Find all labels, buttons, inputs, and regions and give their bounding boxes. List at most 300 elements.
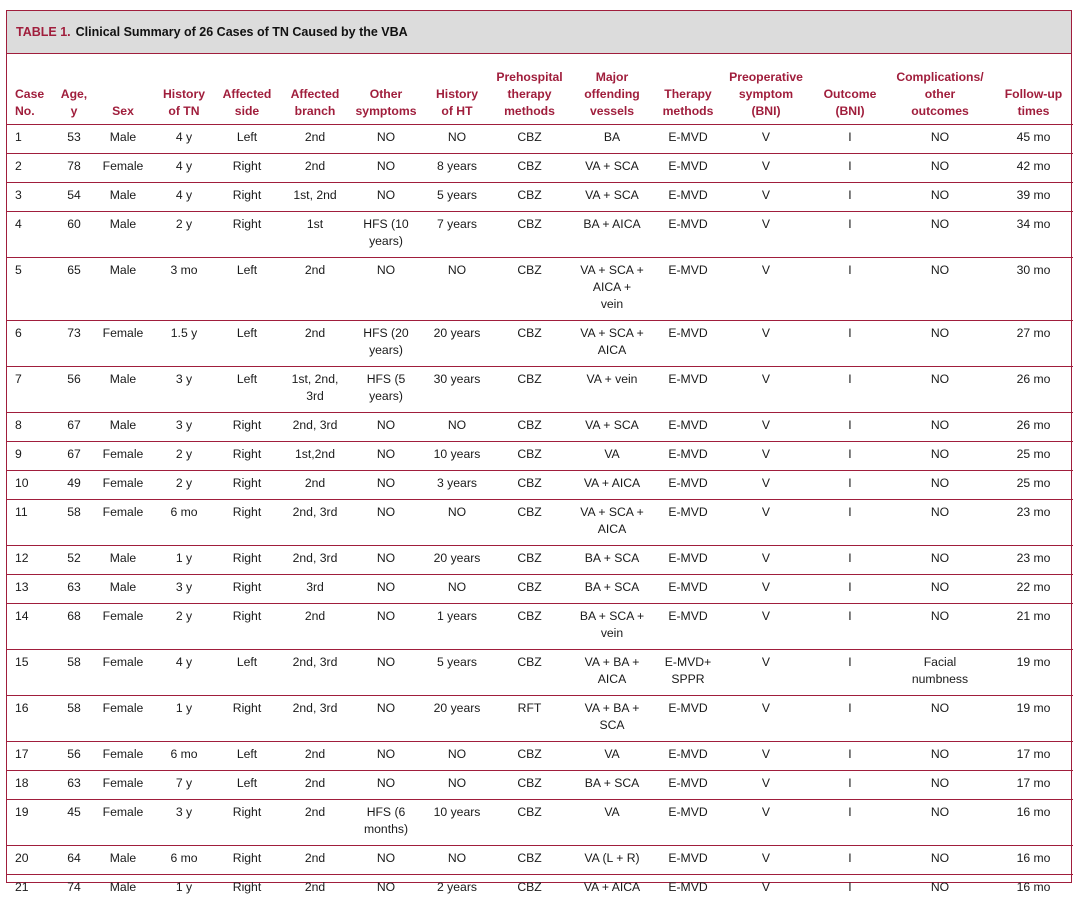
table-cell: Right — [215, 183, 279, 212]
table-cell: Left — [215, 650, 279, 696]
table-cell: 2 y — [153, 604, 215, 650]
table-cell: E-MVD — [658, 154, 718, 183]
table-cell: NO — [886, 212, 994, 258]
table-cell: V — [718, 154, 814, 183]
table-cell: 19 mo — [994, 696, 1073, 742]
table-cell: Female — [93, 500, 153, 546]
table-cell: 4 y — [153, 650, 215, 696]
table-cell: 3 y — [153, 800, 215, 846]
table-cell: V — [718, 125, 814, 154]
table-cell: I — [814, 696, 886, 742]
table-cell: 10 years — [421, 800, 493, 846]
table-cell: 6 — [7, 321, 55, 367]
table-cell: 16 mo — [994, 875, 1073, 903]
table-cell: 1 years — [421, 604, 493, 650]
table-cell: CBZ — [493, 367, 566, 413]
table-cell: 58 — [55, 500, 93, 546]
table-cell: 2nd — [279, 800, 351, 846]
table-cell: 18 — [7, 771, 55, 800]
column-header: Outcome (BNI) — [814, 54, 886, 125]
table-cell: 7 y — [153, 771, 215, 800]
table-cell: 3 years — [421, 471, 493, 500]
table-cell: E-MVD — [658, 183, 718, 212]
table-cell: 2nd — [279, 771, 351, 800]
table-cell: Left — [215, 367, 279, 413]
table-cell: V — [718, 546, 814, 575]
table-cell: V — [718, 800, 814, 846]
table-cell: 2 y — [153, 442, 215, 471]
column-header: History of TN — [153, 54, 215, 125]
table-cell: 2 years — [421, 875, 493, 903]
table-cell: 1.5 y — [153, 321, 215, 367]
table-cell: E-MVD — [658, 696, 718, 742]
table-cell: I — [814, 846, 886, 875]
table-cell: Left — [215, 321, 279, 367]
table-row — [7, 212, 1073, 258]
table-cell: E-MVD — [658, 875, 718, 903]
table-cell: 17 — [7, 742, 55, 771]
table-cell: 78 — [55, 154, 93, 183]
table-cell: VA + SCA — [566, 183, 658, 212]
table-cell: I — [814, 500, 886, 546]
table-cell: CBZ — [493, 742, 566, 771]
table-cell: 23 mo — [994, 546, 1073, 575]
clinical-summary-table — [7, 54, 1073, 903]
table-cell: Right — [215, 471, 279, 500]
table-cell: V — [718, 604, 814, 650]
table-cell: NO — [351, 154, 421, 183]
table-row — [7, 742, 1073, 771]
table-cell: 2nd — [279, 846, 351, 875]
table-cell: Female — [93, 771, 153, 800]
table-cell: 52 — [55, 546, 93, 575]
table-cell: CBZ — [493, 212, 566, 258]
table-cell: 2nd, 3rd — [279, 500, 351, 546]
table-cell: Left — [215, 125, 279, 154]
table-cell: CBZ — [493, 846, 566, 875]
table-cell: CBZ — [493, 183, 566, 212]
table-cell: CBZ — [493, 442, 566, 471]
table-cell: E-MVD — [658, 442, 718, 471]
table-cell: 2nd — [279, 471, 351, 500]
table-cell: 30 years — [421, 367, 493, 413]
table-cell: NO — [886, 471, 994, 500]
table-cell: 2nd — [279, 321, 351, 367]
table-cell: 10 — [7, 471, 55, 500]
table-cell: 20 — [7, 846, 55, 875]
table-cell: 42 mo — [994, 154, 1073, 183]
table-cell: 2nd — [279, 875, 351, 903]
table-cell: I — [814, 771, 886, 800]
table-cell: NO — [351, 546, 421, 575]
table-cell: NO — [351, 875, 421, 903]
table-cell: 39 mo — [994, 183, 1073, 212]
table-cell: Left — [215, 258, 279, 321]
table-cell: 20 years — [421, 546, 493, 575]
table-cell: NO — [886, 696, 994, 742]
table-cell: NO — [886, 742, 994, 771]
table-cell: NO — [351, 650, 421, 696]
table-cell: HFS (5 years) — [351, 367, 421, 413]
table-row — [7, 575, 1073, 604]
table-cell: NO — [351, 442, 421, 471]
table-cell: V — [718, 442, 814, 471]
table-cell: VA + SCA — [566, 413, 658, 442]
table-cell: 4 y — [153, 154, 215, 183]
table-cell: 14 — [7, 604, 55, 650]
table-cell: 26 mo — [994, 367, 1073, 413]
table-cell: 25 mo — [994, 471, 1073, 500]
table-cell: 5 — [7, 258, 55, 321]
table-cell: VA + AICA — [566, 875, 658, 903]
table-cell: 1st,2nd — [279, 442, 351, 471]
table-row — [7, 413, 1073, 442]
table-cell: V — [718, 321, 814, 367]
table-cell: 22 mo — [994, 575, 1073, 604]
table-cell: I — [814, 442, 886, 471]
table-row — [7, 800, 1073, 846]
table-cell: 64 — [55, 846, 93, 875]
table-cell: 63 — [55, 771, 93, 800]
table-cell: 30 mo — [994, 258, 1073, 321]
table-cell: BA + SCA — [566, 771, 658, 800]
table-cell: NO — [421, 258, 493, 321]
table-cell: 67 — [55, 413, 93, 442]
table-cell: Right — [215, 604, 279, 650]
table-row — [7, 875, 1073, 903]
table-cell: 11 — [7, 500, 55, 546]
table-cell: 67 — [55, 442, 93, 471]
table-cell: Male — [93, 183, 153, 212]
table-cell: 1st — [279, 212, 351, 258]
table-cell: E-MVD — [658, 471, 718, 500]
table-cell: Left — [215, 742, 279, 771]
table-cell: 1st, 2nd — [279, 183, 351, 212]
table-cell: I — [814, 413, 886, 442]
table-cell: I — [814, 604, 886, 650]
table-cell: 2nd — [279, 154, 351, 183]
table-cell: Female — [93, 604, 153, 650]
table-cell: E-MVD — [658, 575, 718, 604]
table-cell: 4 y — [153, 183, 215, 212]
table-cell: BA + SCA — [566, 575, 658, 604]
table-cell: VA + SCA + AICA — [566, 500, 658, 546]
table-cell: VA (L + R) — [566, 846, 658, 875]
table-cell: I — [814, 125, 886, 154]
table-cell: Male — [93, 258, 153, 321]
table-cell: 2nd, 3rd — [279, 546, 351, 575]
table-cell: 3 — [7, 183, 55, 212]
table-cell: NO — [886, 771, 994, 800]
table-cell: 10 years — [421, 442, 493, 471]
table-cell: Male — [93, 367, 153, 413]
table-cell: NO — [886, 546, 994, 575]
table-row — [7, 471, 1073, 500]
table-cell: 3 y — [153, 367, 215, 413]
table-cell: NO — [421, 125, 493, 154]
table-cell: 17 mo — [994, 742, 1073, 771]
table-cell: V — [718, 846, 814, 875]
table-cell: CBZ — [493, 650, 566, 696]
table-cell: Right — [215, 846, 279, 875]
table-cell: Male — [93, 413, 153, 442]
table-row — [7, 604, 1073, 650]
table-cell: V — [718, 696, 814, 742]
table-cell: 8 years — [421, 154, 493, 183]
table-cell: 7 — [7, 367, 55, 413]
table-cell: 3 y — [153, 413, 215, 442]
table-cell: CBZ — [493, 546, 566, 575]
table-cell: Female — [93, 696, 153, 742]
table-cell: 34 mo — [994, 212, 1073, 258]
table-cell: HFS (20 years) — [351, 321, 421, 367]
table-cell: 74 — [55, 875, 93, 903]
table-row — [7, 321, 1073, 367]
table-cell: Right — [215, 546, 279, 575]
table-cell: E-MVD+ SPPR — [658, 650, 718, 696]
table-cell: VA + SCA — [566, 154, 658, 183]
table-cell: NO — [886, 442, 994, 471]
table-cell: 54 — [55, 183, 93, 212]
table-cell: Male — [93, 212, 153, 258]
table-row — [7, 154, 1073, 183]
table-cell: CBZ — [493, 125, 566, 154]
table-cell: 68 — [55, 604, 93, 650]
table-cell: I — [814, 212, 886, 258]
table-cell: NO — [351, 771, 421, 800]
table-cell: Right — [215, 800, 279, 846]
table-cell: 19 — [7, 800, 55, 846]
table-cell: 20 years — [421, 696, 493, 742]
table-cell: Male — [93, 846, 153, 875]
table-cell: 16 — [7, 696, 55, 742]
table-cell: NO — [886, 321, 994, 367]
table-cell: I — [814, 575, 886, 604]
table-cell: V — [718, 575, 814, 604]
table-cell: NO — [421, 500, 493, 546]
table-title: Clinical Summary of 26 Cases of TN Caused by the VBA — [76, 25, 408, 39]
table-cell: CBZ — [493, 875, 566, 903]
table-cell: CBZ — [493, 321, 566, 367]
table-cell: 5 years — [421, 183, 493, 212]
table-cell: Facial numbness — [886, 650, 994, 696]
table-cell: I — [814, 742, 886, 771]
table-cell: CBZ — [493, 471, 566, 500]
table-cell: NO — [351, 471, 421, 500]
table-row — [7, 846, 1073, 875]
table-cell: NO — [421, 742, 493, 771]
table-cell: Female — [93, 471, 153, 500]
table-cell: 13 — [7, 575, 55, 604]
table-cell: 3 mo — [153, 258, 215, 321]
column-header: History of HT — [421, 54, 493, 125]
table-cell: 16 mo — [994, 800, 1073, 846]
table-cell: 1st, 2nd, 3rd — [279, 367, 351, 413]
table-cell: Right — [215, 154, 279, 183]
table-cell: E-MVD — [658, 742, 718, 771]
table-cell: 6 mo — [153, 846, 215, 875]
header-row — [7, 54, 1073, 125]
table-cell: 45 — [55, 800, 93, 846]
table-cell: HFS (6 months) — [351, 800, 421, 846]
table-cell: I — [814, 183, 886, 212]
column-header: Major offending vessels — [566, 54, 658, 125]
table-cell: BA + SCA — [566, 546, 658, 575]
table-cell: NO — [351, 846, 421, 875]
table-cell: 3 y — [153, 575, 215, 604]
column-header: Affected branch — [279, 54, 351, 125]
table-cell: 58 — [55, 696, 93, 742]
table-cell: 5 years — [421, 650, 493, 696]
table-cell: E-MVD — [658, 771, 718, 800]
table-cell: 2nd — [279, 604, 351, 650]
table-cell: Female — [93, 442, 153, 471]
table-row — [7, 696, 1073, 742]
table-cell: HFS (10 years) — [351, 212, 421, 258]
table-cell: NO — [886, 183, 994, 212]
table-cell: NO — [351, 258, 421, 321]
table-cell: 20 years — [421, 321, 493, 367]
table-cell: I — [814, 800, 886, 846]
table-cell: NO — [886, 875, 994, 903]
table-cell: 2nd — [279, 258, 351, 321]
table-cell: NO — [351, 575, 421, 604]
table-cell: VA + SCA + AICA — [566, 321, 658, 367]
table-cell: Female — [93, 154, 153, 183]
column-header: Age, y — [55, 54, 93, 125]
table-cell: 2nd — [279, 125, 351, 154]
table-cell: 56 — [55, 367, 93, 413]
table-cell: 6 mo — [153, 742, 215, 771]
table-cell: E-MVD — [658, 125, 718, 154]
table-cell: NO — [886, 800, 994, 846]
table-cell: NO — [421, 575, 493, 604]
table-cell: I — [814, 367, 886, 413]
table-cell: 19 mo — [994, 650, 1073, 696]
table-cell: Right — [215, 696, 279, 742]
table-cell: Female — [93, 650, 153, 696]
table-row — [7, 771, 1073, 800]
table-cell: V — [718, 471, 814, 500]
table-cell: NO — [886, 604, 994, 650]
table-cell: NO — [886, 154, 994, 183]
table-cell: 73 — [55, 321, 93, 367]
table-cell: 56 — [55, 742, 93, 771]
table-cell: 1 y — [153, 546, 215, 575]
table-cell: V — [718, 875, 814, 903]
table-cell: Right — [215, 212, 279, 258]
table-row — [7, 258, 1073, 321]
table-cell: 2 — [7, 154, 55, 183]
column-header: Therapy methods — [658, 54, 718, 125]
table-cell: 4 y — [153, 125, 215, 154]
column-header: Case No. — [7, 54, 55, 125]
table-cell: 21 mo — [994, 604, 1073, 650]
table-cell: 23 mo — [994, 500, 1073, 546]
table-cell: E-MVD — [658, 212, 718, 258]
table-cell: V — [718, 367, 814, 413]
table-cell: Right — [215, 875, 279, 903]
table-cell: VA — [566, 800, 658, 846]
table-cell: CBZ — [493, 154, 566, 183]
table-cell: V — [718, 413, 814, 442]
table-cell: NO — [886, 125, 994, 154]
table-cell: NO — [886, 846, 994, 875]
table-cell: NO — [351, 183, 421, 212]
table-cell: E-MVD — [658, 321, 718, 367]
table-cell: V — [718, 212, 814, 258]
table-cell: Right — [215, 500, 279, 546]
table-cell: 27 mo — [994, 321, 1073, 367]
table-body — [7, 125, 1073, 903]
table-cell: NO — [886, 575, 994, 604]
table-cell: CBZ — [493, 500, 566, 546]
table-cell: VA + SCA + AICA + vein — [566, 258, 658, 321]
table-cell: NO — [351, 742, 421, 771]
table-row — [7, 650, 1073, 696]
table-cell: E-MVD — [658, 546, 718, 575]
table-cell: CBZ — [493, 413, 566, 442]
table-cell: NO — [351, 604, 421, 650]
table-cell: I — [814, 546, 886, 575]
table-cell: 26 mo — [994, 413, 1073, 442]
table-cell: 16 mo — [994, 846, 1073, 875]
column-header: Sex — [93, 54, 153, 125]
table-cell: VA — [566, 442, 658, 471]
table-cell: 25 mo — [994, 442, 1073, 471]
table-cell: Right — [215, 442, 279, 471]
table-cell: NO — [421, 771, 493, 800]
table-cell: 2nd, 3rd — [279, 650, 351, 696]
column-header: Follow-up times — [994, 54, 1073, 125]
table-cell: E-MVD — [658, 800, 718, 846]
table-cell: VA + BA + AICA — [566, 650, 658, 696]
table-cell: BA + SCA + vein — [566, 604, 658, 650]
table-caption — [7, 11, 1071, 54]
table-cell: BA + AICA — [566, 212, 658, 258]
table-cell: E-MVD — [658, 500, 718, 546]
table-cell: V — [718, 183, 814, 212]
table-cell: CBZ — [493, 575, 566, 604]
column-header: Other symptoms — [351, 54, 421, 125]
table-cell: 6 mo — [153, 500, 215, 546]
table-cell: 8 — [7, 413, 55, 442]
table-row — [7, 183, 1073, 212]
table-cell: 45 mo — [994, 125, 1073, 154]
table-cell: Male — [93, 575, 153, 604]
table-cell: NO — [351, 500, 421, 546]
table-cell: I — [814, 875, 886, 903]
table-cell: 3rd — [279, 575, 351, 604]
column-header: Prehospital therapy methods — [493, 54, 566, 125]
table-cell: 2 y — [153, 471, 215, 500]
table-cell: I — [814, 650, 886, 696]
table-cell: Male — [93, 875, 153, 903]
table-cell: 53 — [55, 125, 93, 154]
table-cell: 2 y — [153, 212, 215, 258]
table-cell: 9 — [7, 442, 55, 471]
table-cell: 17 mo — [994, 771, 1073, 800]
table-cell: 63 — [55, 575, 93, 604]
table-cell: NO — [886, 258, 994, 321]
table-cell: V — [718, 742, 814, 771]
table-label: TABLE 1. — [16, 25, 71, 39]
table-cell: Female — [93, 742, 153, 771]
table-cell: VA + AICA — [566, 471, 658, 500]
table-row — [7, 546, 1073, 575]
table-cell: E-MVD — [658, 258, 718, 321]
table-cell: Female — [93, 800, 153, 846]
